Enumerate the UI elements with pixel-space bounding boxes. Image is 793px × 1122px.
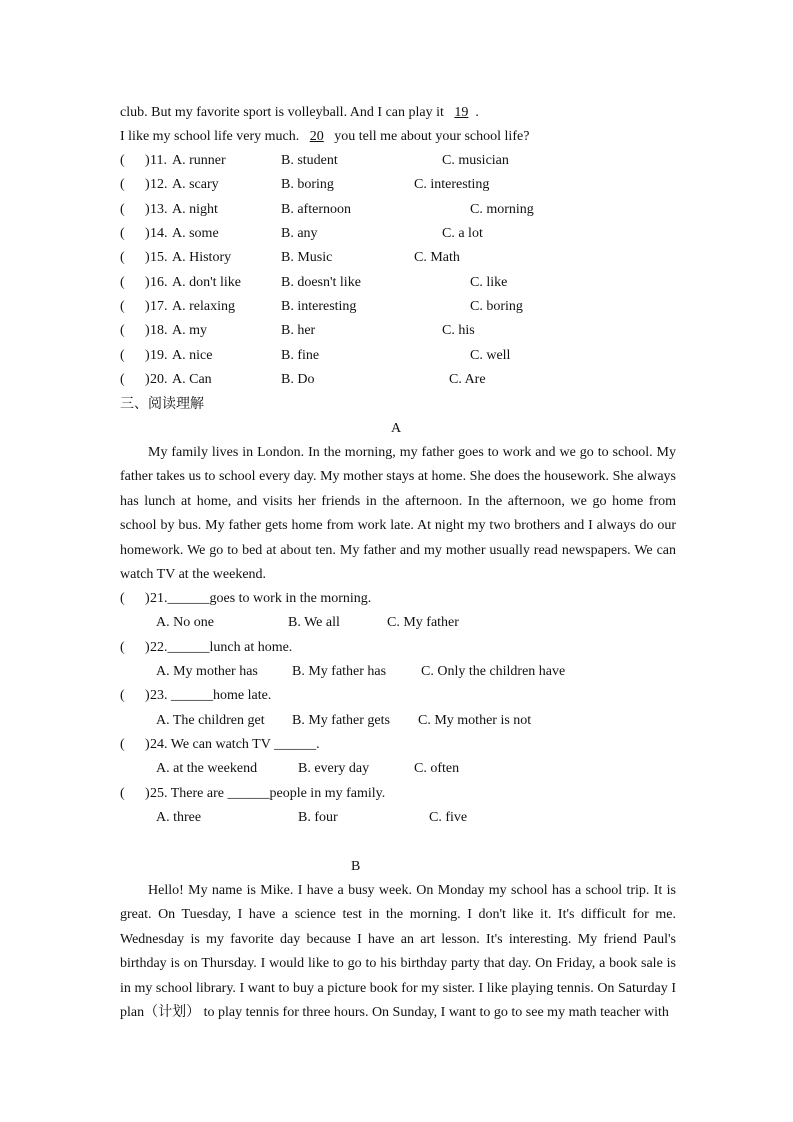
option-c: C. My father <box>387 615 459 630</box>
question-blank: ______ <box>171 688 213 703</box>
question-number: 13. <box>150 202 168 217</box>
question-number: 11. <box>150 153 167 168</box>
answer-paren-close: ) <box>145 250 150 265</box>
option-b: B. fine <box>281 348 320 363</box>
question-number: 22. <box>150 640 168 655</box>
option-b: B. interesting <box>281 299 357 314</box>
option-b: B. boring <box>281 177 334 192</box>
option-a: A. My mother has <box>156 664 258 679</box>
section-heading: 三、阅读理解 <box>120 396 204 412</box>
option-a: A. Can <box>172 372 212 387</box>
question-number: 23. <box>150 688 168 703</box>
passage-b-text: Hello! My name is Mike. I have a busy week. On Monday my school has a school trip. It is great. On Tuesday, I have a science test in the morning. I don't like it. It's difficult for me. Wednesday is my favorite day because I have an art lesson. It's interesting. My friend Paul's birthday is on Thursday. I would like to go to his birthday party that day. On Friday, a book sale is in my school library. I want to buy a picture book for my sister. I like playing tennis. On Saturday I plan（计划） to play tennis for three hours. On Sunday, I want to go to see my math teacher with <box>120 883 676 1021</box>
answer-paren-close: ) <box>145 348 150 363</box>
option-a: A. No one <box>156 615 214 630</box>
question-number: 17. <box>150 299 168 314</box>
cloze-text: I like my school life very much. <box>120 129 300 144</box>
option-b: B. Music <box>281 250 333 265</box>
answer-paren-open: ( <box>120 348 125 363</box>
option-a: A. night <box>172 202 218 217</box>
option-c: C. five <box>429 810 468 825</box>
answer-paren-open: ( <box>120 372 125 387</box>
passage-b-label: B <box>351 859 361 874</box>
answer-paren-open: ( <box>120 299 125 314</box>
question-number: 12. <box>150 177 168 192</box>
answer-paren-open: ( <box>120 153 125 168</box>
question-text: . <box>316 737 320 752</box>
option-a: A. at the weekend <box>156 761 258 776</box>
option-c: C. like <box>470 275 508 290</box>
option-c: C. Math <box>414 250 460 265</box>
option-b: B. My father gets <box>292 713 390 728</box>
question-blank: ______ <box>167 591 210 606</box>
question-number: 14. <box>150 226 168 241</box>
question-number: 18. <box>150 323 168 338</box>
cloze-end: you tell me about your school life? <box>334 129 530 144</box>
answer-paren: ) <box>145 786 150 801</box>
answer-paren-open: ( <box>120 250 125 265</box>
answer-paren-close: ) <box>145 275 150 290</box>
question-text: goes to work in the morning. <box>209 591 372 606</box>
answer-paren: ) <box>145 737 150 752</box>
answer-paren-close: ) <box>145 177 150 192</box>
answer-paren-close: ) <box>145 299 150 314</box>
option-b: B. her <box>281 323 316 338</box>
answer-paren-open: ( <box>120 226 125 241</box>
answer-paren: ( <box>120 688 125 703</box>
option-a: A. three <box>156 810 202 825</box>
option-c: C. Are <box>449 372 486 387</box>
question-pre: There are <box>167 786 228 801</box>
question-number: 15. <box>150 250 168 265</box>
option-b: B. any <box>281 226 318 241</box>
option-b: B. We all <box>288 615 340 630</box>
option-c: C. well <box>470 348 511 363</box>
option-a: A. History <box>172 250 232 265</box>
option-b: B. every day <box>298 761 370 776</box>
question-text: home late. <box>213 688 272 703</box>
cloze-blank-19: 19 <box>454 105 469 120</box>
answer-paren-open: ( <box>120 177 125 192</box>
cloze-end: . <box>475 105 479 120</box>
option-b: B. Do <box>281 372 315 387</box>
option-a: A. runner <box>172 153 226 168</box>
option-b: B. doesn't like <box>281 275 361 290</box>
option-b: B. My father has <box>292 664 387 679</box>
option-c: C. morning <box>470 202 534 217</box>
answer-paren: ) <box>145 688 150 703</box>
option-c: C. interesting <box>414 177 490 192</box>
answer-paren-close: ) <box>145 372 150 387</box>
option-a: A. scary <box>172 177 219 192</box>
cloze-blank-20: 20 <box>309 129 324 144</box>
question-blank: ______ <box>227 786 270 801</box>
option-c: C. a lot <box>442 226 483 241</box>
answer-paren-open: ( <box>120 202 125 217</box>
answer-paren-close: ) <box>145 202 150 217</box>
cloze-text: club. But my favorite sport is volleyball. And I can play it <box>120 105 444 120</box>
answer-paren-open: ( <box>120 323 125 338</box>
answer-paren-close: ) <box>145 153 150 168</box>
option-a: A. don't like <box>172 275 242 290</box>
option-a: A. some <box>172 226 219 241</box>
option-b: B. four <box>298 810 338 825</box>
answer-paren: ) <box>145 591 150 606</box>
cloze-line-19 <box>120 104 479 122</box>
option-b: B. student <box>281 153 338 168</box>
answer-paren-open: ( <box>120 275 125 290</box>
answer-paren: ( <box>120 786 125 801</box>
option-c: C. his <box>442 323 475 338</box>
answer-paren: ( <box>120 591 125 606</box>
option-a: A. my <box>172 323 207 338</box>
answer-paren: ) <box>145 640 150 655</box>
option-a: A. The children get <box>156 713 265 728</box>
option-c: C. often <box>414 761 460 776</box>
option-c: C. My mother is not <box>418 713 532 728</box>
question-number: 25. <box>150 786 168 801</box>
option-b: B. afternoon <box>281 202 351 217</box>
question-blank: ______ <box>167 640 210 655</box>
question-number: 20. <box>150 372 168 387</box>
question-number: 24. <box>150 737 168 752</box>
option-c: C. musician <box>442 153 509 168</box>
answer-paren-close: ) <box>145 323 150 338</box>
option-a: A. nice <box>172 348 213 363</box>
question-number: 21. <box>150 591 168 606</box>
answer-paren: ( <box>120 737 125 752</box>
question-pre: We can watch TV <box>167 737 275 752</box>
question-text: lunch at home. <box>209 640 293 655</box>
answer-paren: ( <box>120 640 125 655</box>
question-text: people in my family. <box>269 786 386 801</box>
answer-paren-close: ) <box>145 226 150 241</box>
option-c: C. boring <box>470 299 523 314</box>
question-number: 16. <box>150 275 168 290</box>
cloze-line-20 <box>120 128 529 146</box>
option-a: A. relaxing <box>172 299 235 314</box>
passage-a-label: A <box>391 421 402 436</box>
question-number: 19. <box>150 348 168 363</box>
passage-a-text: My family lives in London. In the morning, my father goes to work and we go to school. My father takes us to school every day. My mother stays at home. She does the housework. She always has lunch at home, and visits her friends in the afternoon. In the afternoon, we go home from school by bus. My father gets home from work late. At night my two brothers and I always do our homework. We go to bed at about ten. My father and my mother usually read newspapers. We can watch TV at the weekend. <box>120 445 676 583</box>
question-blank: ______ <box>274 737 317 752</box>
option-c: C. Only the children have <box>421 664 566 679</box>
